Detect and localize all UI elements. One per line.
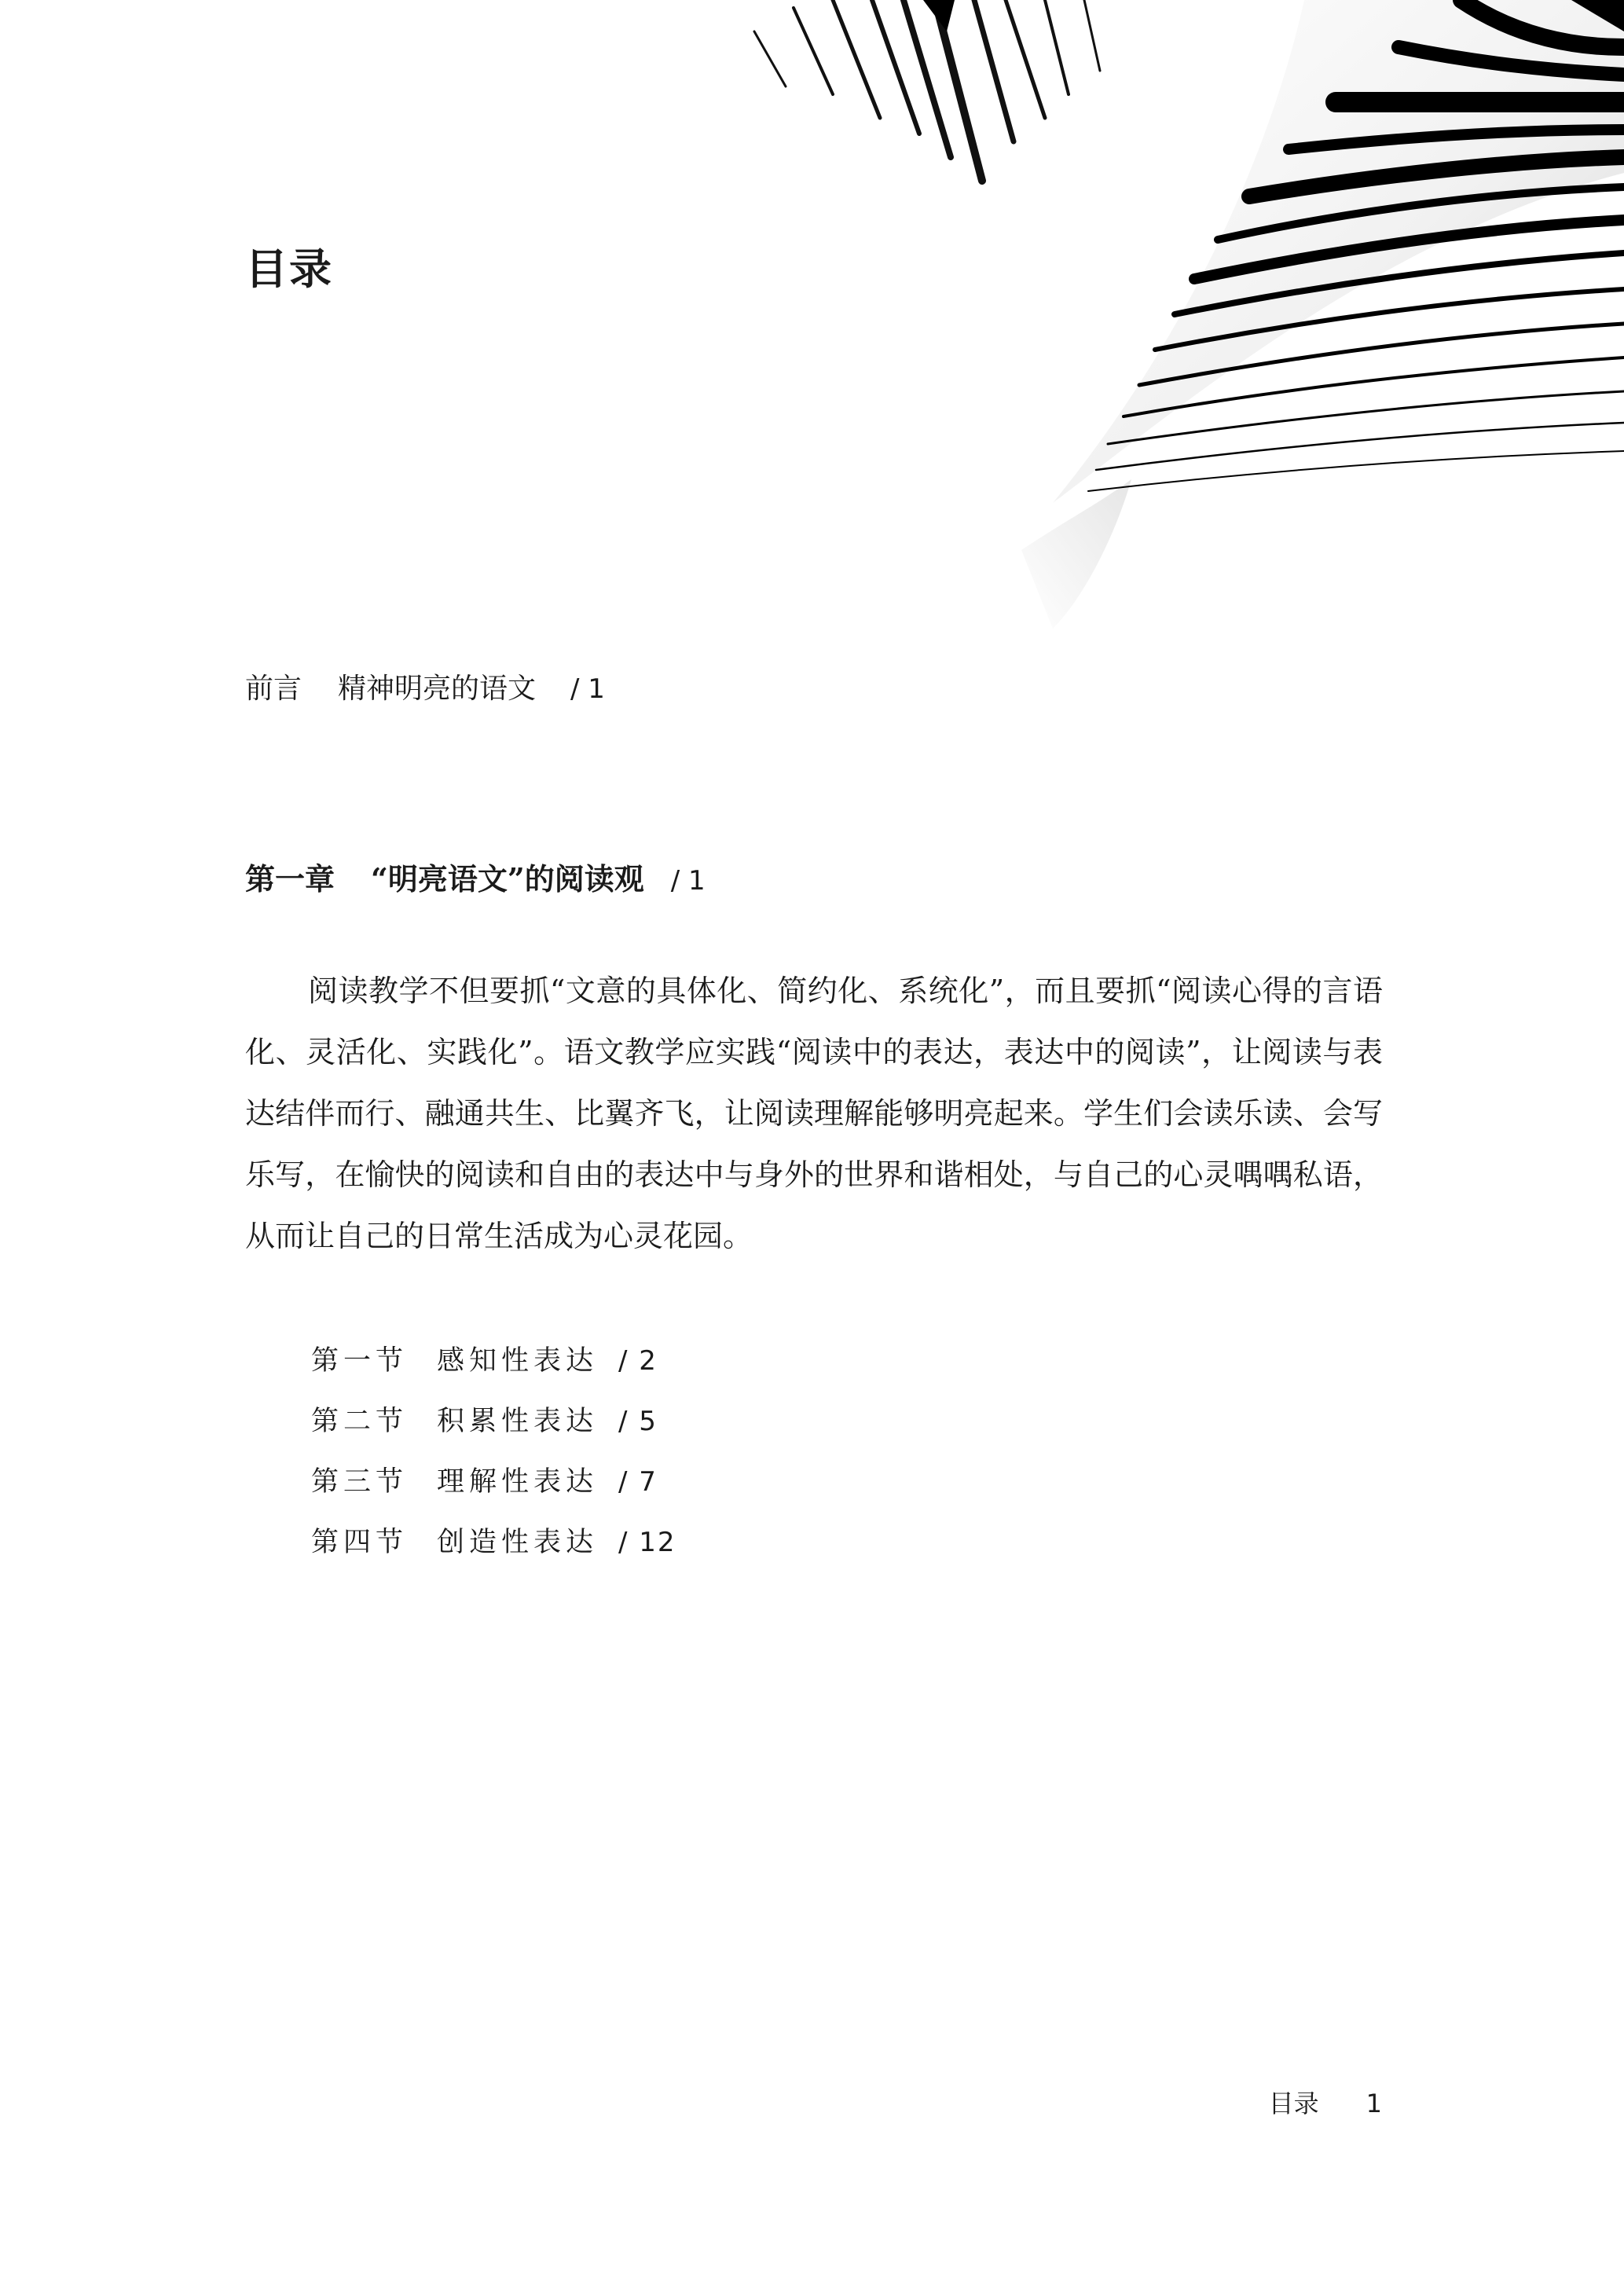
chapter-title: “明亮语文”的阅读观 (371, 861, 644, 897)
section-page-ref: / 12 (618, 1527, 676, 1558)
section-number: 第三节 (311, 1466, 409, 1498)
section-number: 第四节 (311, 1527, 409, 1558)
chapter-summary: 阅读教学不但要抓“文意的具体化、简约化、系统化”，而且要抓“阅读心得的言语化、灵活化、实践化”。语文教学应实践“阅读中的表达，表达中的阅读”，让阅读与表达结伴而行、融通共生、比翼齐飞，让阅读理解能够明亮起来。学生们会读乐读、会写乐写，在愉快的阅读和自由的表达中与身外的世界和谐相处，与自己的心灵喁喁私语，从而让自己的日常生活成为心灵花园。 (245, 974, 1383, 1253)
chapter-page-ref: / 1 (670, 865, 706, 897)
section-number: 第一节 (311, 1345, 409, 1377)
section-title: 积累性表达 (437, 1406, 599, 1437)
chapter-label: 第一章 (245, 861, 335, 897)
section-page-ref: / 7 (618, 1466, 658, 1498)
preface-title: 精神明亮的语文 (338, 673, 537, 705)
toc-entry-chapter-1[interactable] (245, 855, 706, 898)
section-title: 理解性表达 (437, 1466, 599, 1498)
footer-page-number: 1 (1366, 2089, 1382, 2118)
toc-entry-section[interactable] (311, 1458, 676, 1519)
toc-entry-section[interactable] (311, 1519, 676, 1579)
section-number: 第二节 (311, 1406, 409, 1437)
section-page-ref: / 2 (618, 1345, 658, 1377)
page-footer (1269, 2084, 1382, 2120)
decorative-page-curl-graphic (0, 0, 1624, 707)
toc-entry-section[interactable] (311, 1398, 676, 1458)
toc-entry-section[interactable] (311, 1337, 676, 1398)
page-title: 目录 (245, 244, 333, 294)
preface-label: 前言 (245, 673, 302, 705)
footer-label: 目录 (1268, 2089, 1319, 2118)
section-page-ref: / 5 (618, 1406, 658, 1437)
section-list (311, 1337, 676, 1579)
section-title: 创造性表达 (437, 1527, 599, 1558)
preface-page-ref: / 1 (570, 673, 605, 705)
section-title: 感知性表达 (437, 1345, 599, 1377)
toc-entry-preface[interactable] (245, 666, 605, 706)
